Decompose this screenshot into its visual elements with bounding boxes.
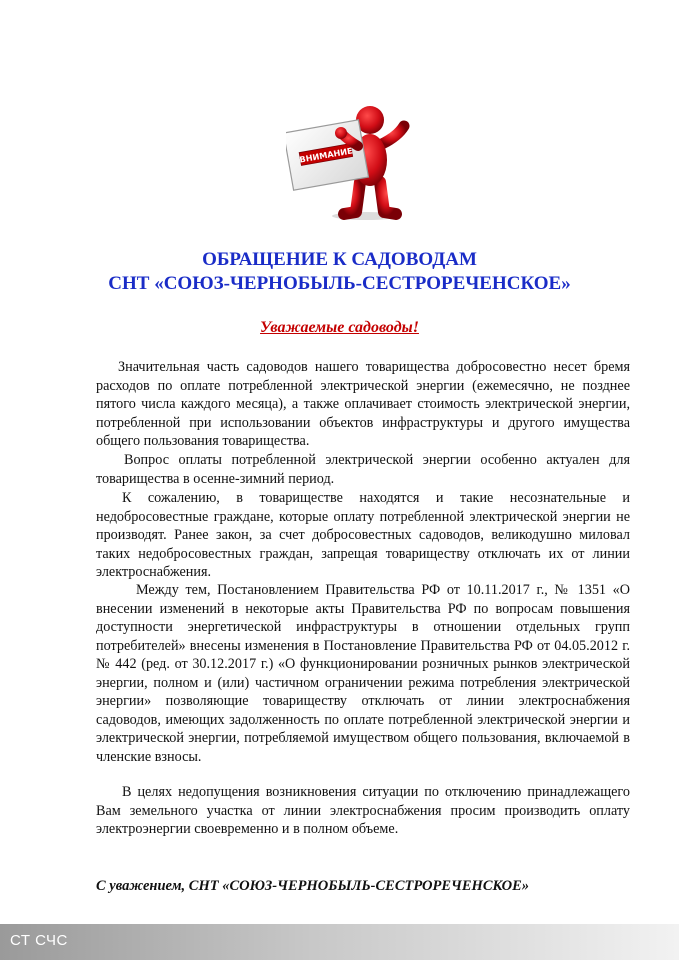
paragraph-2: Вопрос оплаты потребленной электрической энергии особенно актуален для товарищества в осенне-зимний период. bbox=[96, 452, 630, 487]
sign-text: ВНИМАНИЕ bbox=[298, 145, 354, 165]
document-title-line-1: ОБРАЩЕНИЕ К САДОВОДАМ bbox=[202, 249, 477, 270]
paragraph-4: Между тем, Постановлением Правительства РФ от 10.11.2017 г., № 1351 «О внесении изменений в некоторые акты Правительства РФ по вопросам повышения доступности энергетической инфраструктуры в отношении отдельных групп потребителей» внесены изменения в Постановление Правительства РФ от 04.05.2012 г. № 442 (ред. от 30.12.2017 г.) «О функционировании розничных рынков электрической энергии, полном и (или) частичном ограничении режима потребления электрической энергии» позволяющие товариществу отключать от линии электроснабжения садоводов, имеющих задолженность по оплате потребленной электрической энергии и электрической энергии, потребляемой имуществом общего пользования, включаемой в членские взносы. bbox=[96, 582, 630, 765]
paragraph-3: К сожалению, в товариществе находятся и такие несознательные и недобросовестные граждане, которые оплату потребленной электрической энергии не производят. Ранее закон, за счет добросовестных садоводов, великодушно миловал таких недобросовестных граждан, запрещая товариществу отключать их от линии электроснабжения. bbox=[96, 490, 630, 580]
document-title-line-2: СНТ «СОЮЗ-ЧЕРНОБЫЛЬ-СЕСТРОРЕЧЕНСКОЕ» bbox=[108, 273, 571, 294]
paragraph-1: Значительная часть садоводов нашего товарищества добросовестно несет бремя расходов по оплате потребленной электрической энергии (ежемесячно, не позднее пятого числа каждого месяца), а также оплачивает стоимость электрической энергии, потребленной при использовании объектов инфраструктуры и другого имущества общего пользования товарищества. bbox=[96, 359, 630, 449]
paragraph-5: В целях недопущения возникновения ситуации по отключению принадлежащего Вам земельного участка от линии электроснабжения просим производить оплату электроэнергии своевременно и в полном объеме. bbox=[96, 784, 630, 837]
signature: С уважением, СНТ «СОЮЗ-ЧЕРНОБЫЛЬ-СЕСТРОРЕЧЕНСКОЕ» bbox=[96, 878, 530, 894]
greeting: Уважаемые садоводы! bbox=[260, 319, 419, 336]
footer-bar bbox=[0, 924, 679, 960]
warning-figure-illustration bbox=[286, 100, 416, 220]
warning-person-icon bbox=[286, 100, 416, 220]
footer-label: СТ СЧС bbox=[10, 932, 68, 949]
